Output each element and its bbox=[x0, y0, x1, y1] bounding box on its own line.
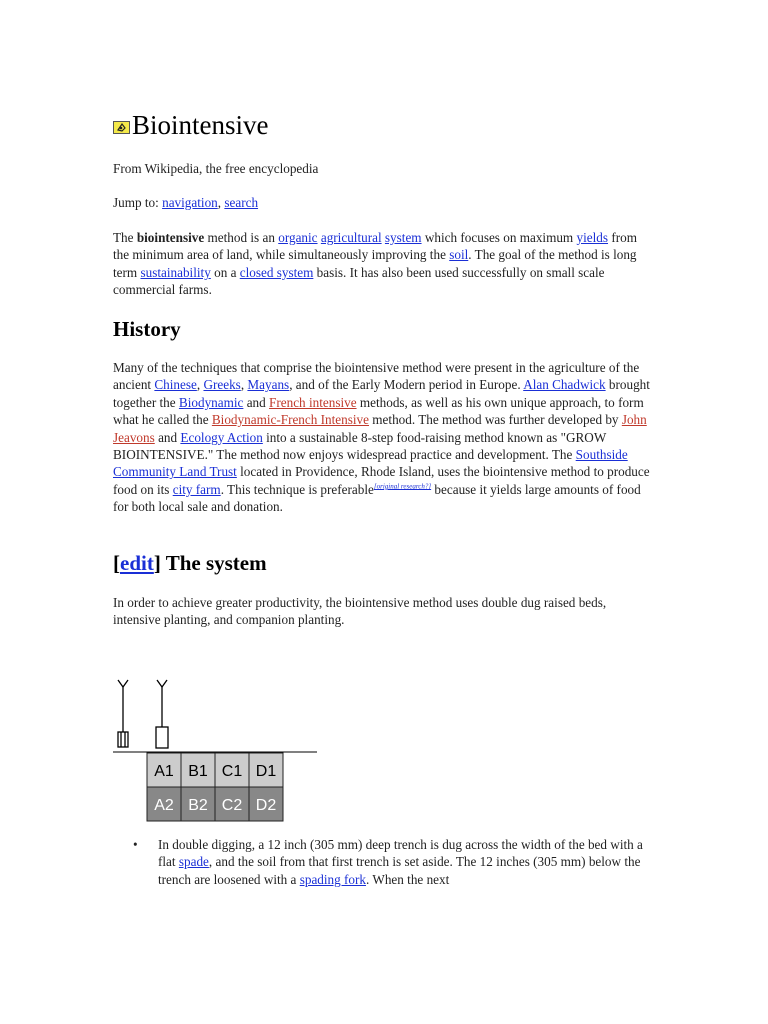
link-city-farm[interactable]: city farm bbox=[172, 481, 221, 497]
link-organic[interactable]: organic bbox=[278, 230, 318, 245]
bed-cell-label: B2 bbox=[188, 797, 208, 814]
link-mayans[interactable]: Mayans bbox=[247, 377, 290, 393]
link-spade[interactable]: spade bbox=[178, 854, 209, 870]
bed-cell-label: A1 bbox=[154, 763, 174, 780]
bold-term: biointensive bbox=[136, 230, 205, 245]
navigation-link[interactable]: navigation bbox=[162, 195, 218, 210]
double-digging-diagram bbox=[113, 672, 323, 822]
history-paragraph: Many of the techniques that comprise the biointensive method were present in the agriculture of the ancient Chinese, Greeks, Mayans, and of the Early Modern period in Europe. Alan Chadwick brought together the Biodynamic and French intensive methods, as well as his own unique approach, to form what he called the Biodynamic-French Intensive method. The method was further developed by John Jeavons and Ecology Action into a sustainable 8-step food-raising method known as "GROW BIOINTENSIVE." The method now enjoys widespread practice and development. The Southside Community Land Trust located in Providence, Rhode Island, uses the biointensive method to produce food on its city farm. This technique is preferable[original research?] because it yields large amounts of food for both local sale and donation. bbox=[113, 360, 650, 515]
bed-cell-label: D2 bbox=[255, 797, 277, 814]
bed-cell-label: C2 bbox=[221, 797, 243, 814]
spading-fork-icon bbox=[118, 680, 128, 747]
link-system[interactable]: system bbox=[384, 230, 422, 245]
list-item: • In double digging, a 12 inch (305 mm) deep trench is dug across the width of the bed with a flat spade, and the soil from that first trench is set aside. The 12 inches (305 mm) below the trench are loosened with a spading fork. When the next bbox=[133, 837, 643, 887]
article-icon bbox=[113, 121, 130, 134]
history-heading: History bbox=[113, 317, 181, 341]
bed-cell-label: A2 bbox=[154, 797, 174, 814]
intro-paragraph: The biointensive method is an organic agricultural system which focuses on maximum yields from the minimum area of land, while simultaneously improving the soil. The goal of the method is long term sustainability on a closed system basis. It has also been used successfully on small scale commercial farms. bbox=[113, 230, 637, 298]
bed-cell-label: D1 bbox=[255, 763, 277, 780]
page-title bbox=[113, 108, 269, 142]
link-ecology-action[interactable]: Ecology Action bbox=[180, 429, 263, 445]
link-spading-fork[interactable]: spading fork bbox=[299, 871, 367, 887]
jump-links: Jump to: navigation, search bbox=[113, 195, 259, 210]
link-yields[interactable]: yields bbox=[576, 230, 609, 245]
bullet-list bbox=[113, 836, 653, 888]
edit-link[interactable]: edit bbox=[120, 551, 154, 575]
link-sustainability[interactable]: sustainability bbox=[140, 264, 211, 280]
link-chinese[interactable]: Chinese bbox=[154, 377, 197, 393]
bed-cell-label: B1 bbox=[188, 763, 208, 780]
link-greeks[interactable]: Greeks bbox=[203, 377, 241, 393]
page-title-text: Biointensive bbox=[132, 110, 269, 140]
subtitle: From Wikipedia, the free encyclopedia bbox=[113, 161, 319, 176]
link-agricultural[interactable]: agricultural bbox=[320, 230, 382, 245]
link-biodynamic-french-intensive[interactable]: Biodynamic-French Intensive bbox=[211, 412, 369, 428]
search-link[interactable]: search bbox=[224, 195, 259, 210]
link-closed-system[interactable]: closed system bbox=[239, 264, 314, 280]
link-biodynamic[interactable]: Biodynamic bbox=[178, 394, 244, 410]
link-john-jeavons[interactable]: John Jeavons bbox=[113, 412, 647, 445]
spade-icon bbox=[156, 680, 168, 748]
link-alan-chadwick[interactable]: Alan Chadwick bbox=[523, 377, 606, 393]
system-paragraph: In order to achieve greater productivity, the biointensive method uses double dug raised beds, intensive planting, and companion planting. bbox=[113, 595, 607, 628]
link-soil[interactable]: soil bbox=[449, 247, 469, 263]
bed-cell-label: C1 bbox=[221, 763, 243, 780]
system-heading: [edit] The system bbox=[113, 551, 267, 575]
link-french-intensive[interactable]: French intensive bbox=[269, 394, 357, 410]
link-southside[interactable]: Southside Community Land Trust bbox=[113, 447, 628, 480]
citation-needed-link[interactable]: [original research?] bbox=[373, 482, 432, 491]
